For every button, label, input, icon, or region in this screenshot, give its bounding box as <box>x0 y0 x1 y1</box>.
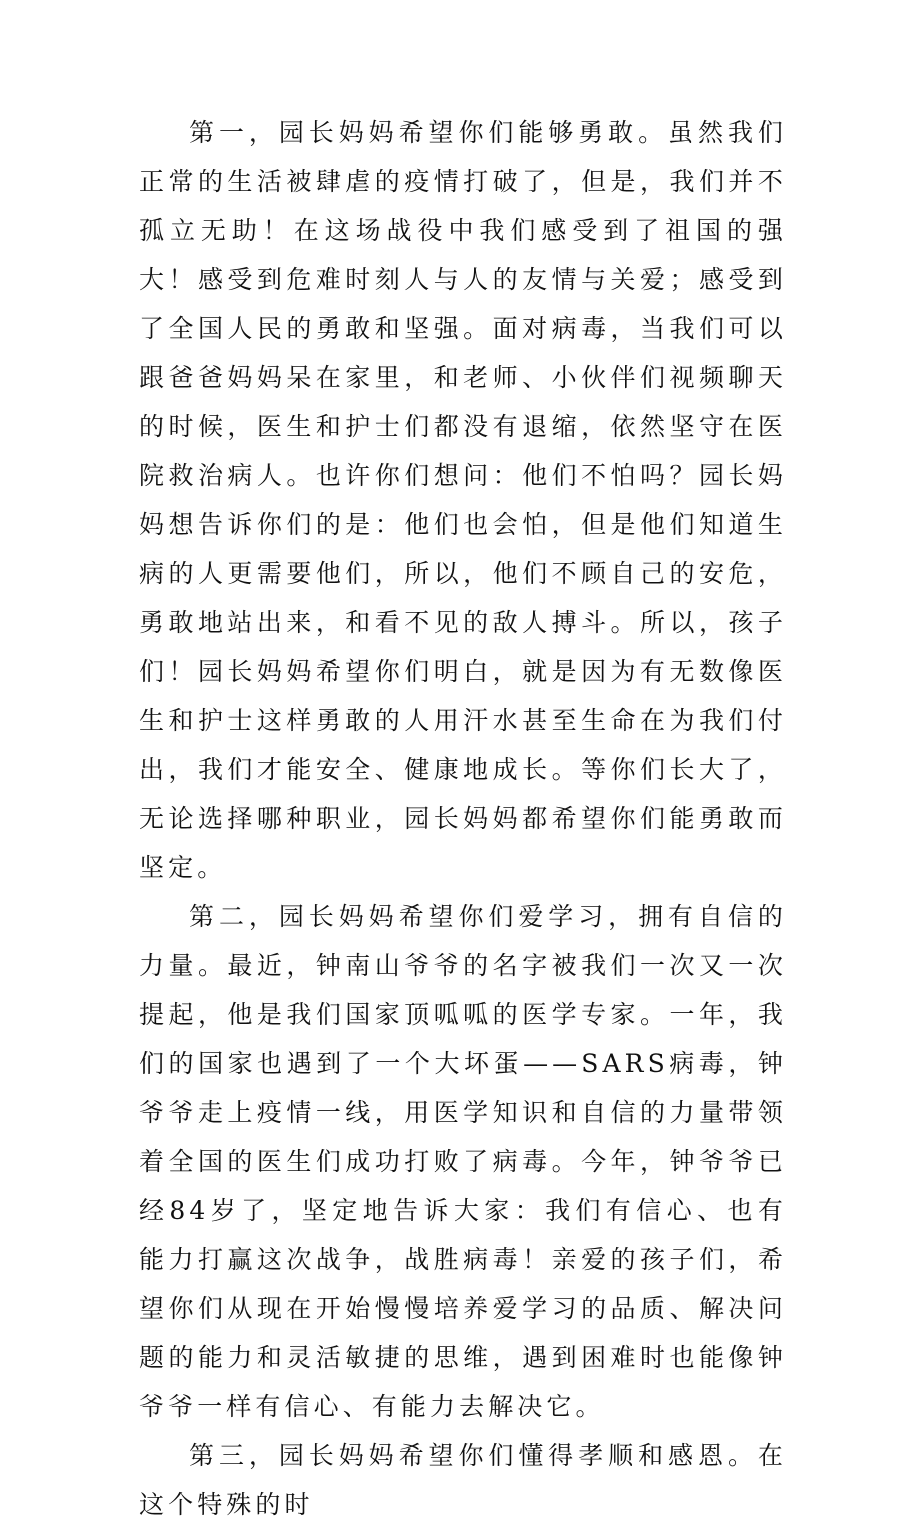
paragraph-learning: 第二，园长妈妈希望你们爱学习，拥有自信的力量。最近，钟南山爷爷的名字被我们一次又一次提起，他是我们国家顶呱呱的医学专家。一年，我们的国家也遇到了一个大坏蛋——SARS病毒，钟爷爷走上疫情一线，用医学知识和自信的力量带领着全国的医生们成功打败了病毒。今年，钟爷爷已经84岁了，坚定地告诉大家：我们有信心、也有能力打赢这次战争，战胜病毒！亲爱的孩子们，希望你们从现在开始慢慢培养爱学习的品质、解决问题的能力和灵活敏捷的思维，遇到困难时也能像钟爷爷一样有信心、有能力去解决它。 <box>139 902 787 1421</box>
paragraph-courage: 第一，园长妈妈希望你们能够勇敢。虽然我们正常的生活被肆虐的疫情打破了，但是，我们并不孤立无助！在这场战役中我们感受到了祖国的强大！感受到危难时刻人与人的友情与关爱；感受到了全国人民的勇敢和坚强。面对病毒，当我们可以跟爸爸妈妈呆在家里，和老师、小伙伴们视频聊天的时候，医生和护士们都没有退缩，依然坚守在医院救治病人。也许你们想问：他们不怕吗？园长妈妈想告诉你们的是：他们也会怕，但是他们知道生病的人更需要他们，所以，他们不顾自己的安危，勇敢地站出来，和看不见的敌人搏斗。所以，孩子们！园长妈妈希望你们明白，就是因为有无数像医生和护士这样勇敢的人用汗水甚至生命在为我们付出，我们才能安全、健康地成长。等你们长大了，无论选择哪种职业，园长妈妈都希望你们能勇敢而坚定。 <box>139 118 787 882</box>
document-body <box>139 108 787 1529</box>
paragraph-filial-piety: 第三，园长妈妈希望你们懂得孝顺和感恩。在这个特殊的时 <box>139 1441 787 1519</box>
